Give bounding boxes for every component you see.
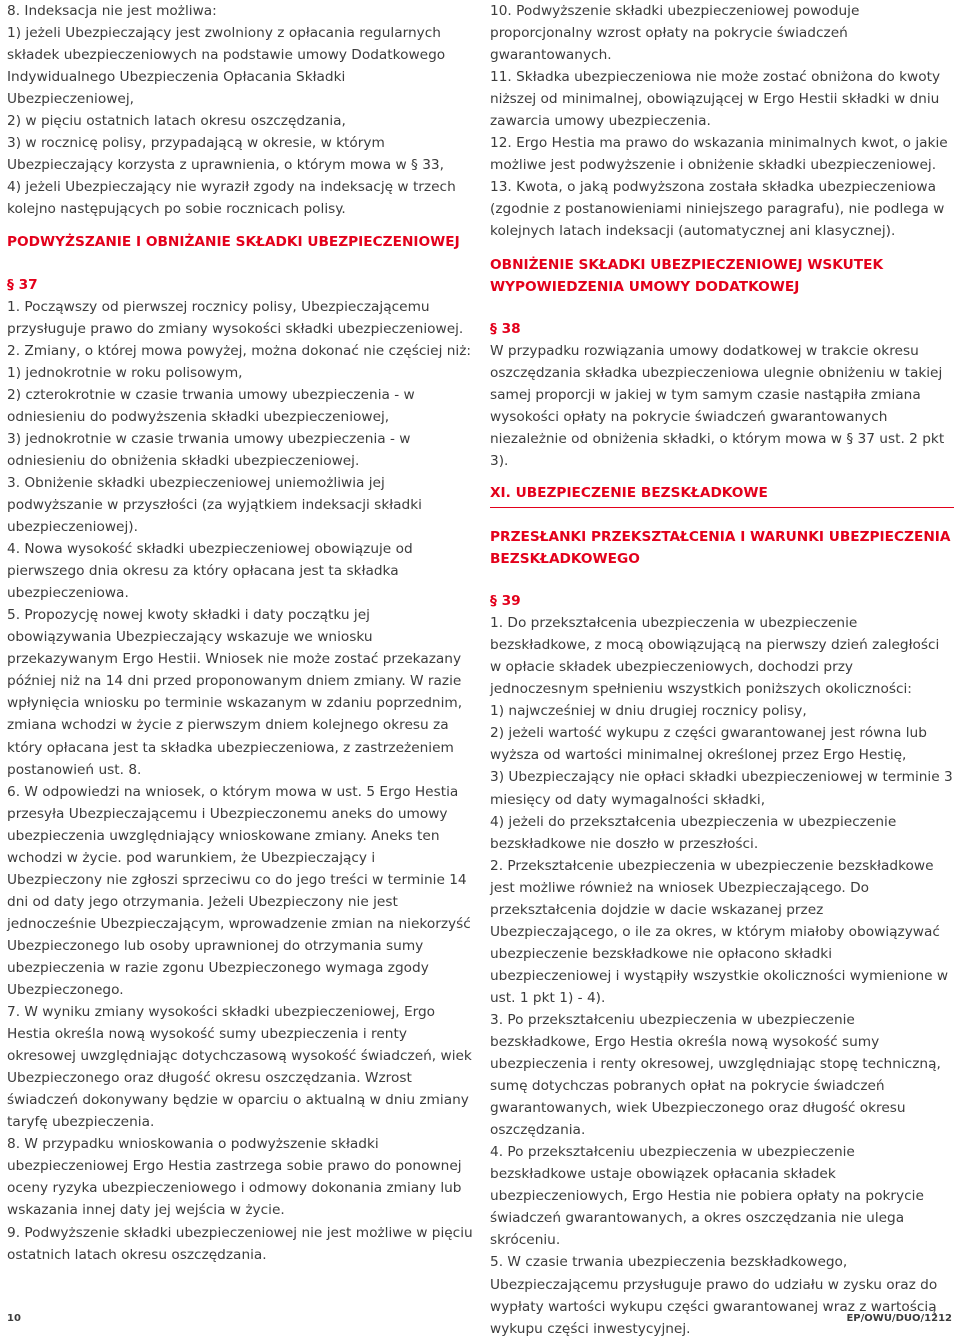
section-39-body: 1. Do przekształcenia ubezpieczenia w ubezpieczenie bezskładkowe, z mocą obowiązującą na pierwszy dzień zaległości w opłacie składek ubezpieczeniowych, dochodzi przy jednoczesnym spełnieniu wszystkich poniższych okoliczności: 1) najwcześniej w dniu drugiej rocznicy polisy, 2) jeżeli wartość wykupu z części gwarantowanej jest równa lub wyższa od wartości minimalnej określonej przez Ergo Hestię, 3) Ubezpieczający nie opłaci składki ubezpieczeniowej w terminie 3 miesięcy od daty wymagalności składki, 4) jeżeli do przekształcenia ubezpieczenia w ubezpieczenie bezskładkowe nie doszło w przeszłości. 2. Przekształcenie ubezpieczenia w ubezpieczenie bezskładkowe jest możliwe również na wniosek Ubezpieczającego. Do przekształcenia dojdzie w dacie wskazanej przez Ubezpieczającego, o ile za okres, w którym miałoby obowiązywać ubezpieczenie bezskładkowe nie opłacono składki ubezpieczeniowej i wystąpiły wszystkie okoliczności wymienione w ust. 1 pkt 1) - 4). 3. Po przekształceniu ubezpieczenia w ubezpieczenie bezskładkowe, Ergo Hestia określa nową wysokość sumy ubezpieczenia i renty okresowej, uwzględniając stopę techniczną, sumę dotychczas pobranych opłat na pokrycie świadczeń gwarantowanych, wiek Ubezpieczonego oraz długość okresu oszczędzania. 4. Po przekształceniu ubezpieczenia w ubezpieczenie bezskładkowe ustaje obowiązek opłacania składek ubezpieczeniowych, Ergo Hestia nie pobiera opłaty na pokrycie świadczeń gwarantowanych, a okres oszczędzania nie ulega skróceniu. 5. W czasie trwania ubezpieczenia bezskładkowego, Ubezpieczającemu przysługuje prawo do udziału w zysku oraz do wypłaty wartości wykupu części gwarantowanej wraz z wartością wykupu części inwestycyjnej. — [490, 615, 953, 1337]
chapter-divider — [490, 507, 954, 508]
section-38-label: § 38 — [490, 320, 521, 337]
section-39-label: § 39 — [490, 593, 521, 610]
left-column — [7, 0, 473, 1266]
document-code: EP/OWU/DUO/1212 — [846, 1313, 952, 1324]
chapter-xi-title: XI. UBEZPIECZENIE BEZSKŁADKOWE — [490, 484, 768, 501]
page-number: 10 — [7, 1313, 21, 1324]
section-38-body: W przypadku rozwiązania umowy dodatkowej w trakcie okresu oszczędzania składka ubezpieczeniowa ulegnie obniżeniu w takiej samej proporcji w jakiej w tym samym czasie nastąpiła zmiana wysokości opłaty na pokrycie świadczeń gwarantowanych niezależnie od obniżenia składki, o którym mowa w § 37 ust. 2 pkt 3). — [490, 342, 945, 469]
paragraph-points-10-13: 10. Podwyższenie składki ubezpieczeniowej powoduje proporcjonalny wzrost opłaty na pokrycie świadczeń gwarantowanych. 11. Składka ubezpieczeniowa nie może zostać obniżona do kwoty niższej od minimalnej, obowiązującej w Ergo Hestii składki w dniu zawarcia umowy ubezpieczenia. 12. Ergo Hestia ma prawo do wskazania minimalnych kwot, o jakie możliwe jest podwyższenie i obniżenie składki ubezpieczeniowej. 13. Kwota, o jaką podwyższona została składka ubezpieczeniowa (zgodnie z postanowieniami niniejszego paragrafu), nie podlega w kolejnych latach indeksacji (automatycznej ani klasycznej). — [490, 3, 948, 240]
section-37-label: § 37 — [7, 276, 38, 293]
heading-premium-reduction: OBNIŻENIE SKŁADKI UBEZPIECZENIOWEJ WSKUTEK WYPOWIEDZENIA UMOWY DODATKOWEJ — [490, 256, 884, 295]
section-37-body: 1. Począwszy od pierwszej rocznicy polisy, Ubezpieczającemu przysługuje prawo do zmiany wysokości składki ubezpieczeniowej. 2. Zmiany, o której mowa powyżej, można dokonać nie częściej niż: 1) jednokrotnie w roku polisowym, 2) czterokrotnie w czasie trwania umowy ubezpieczenia - w odniesieniu do podwyższenia składki ubezpieczeniowej, 3) jednokrotnie w czasie trwania umowy ubezpieczenia - w odniesieniu do obniżenia składki ubezpieczeniowej. 3. Obniżenie składki ubezpieczeniowej uniemożliwia jej podwyższanie w przyszłości (za wyjątkiem indeksacji składki ubezpieczeniowej). 4. Nowa wysokość składki ubezpieczeniowej obowiązuje od pierwszego dnia okresu za który opłacana jest ta składka ubezpieczeniowa. 5. Propozycję nowej kwoty składki i daty początku jej obowiązywania Ubezpieczający wskazuje we wniosku przekazywanym Ergo Hestii. Wniosek nie może zostać przekazany później niż na 14 dni przed proponowanym dniem zmiany. W razie wpłynięcia wniosku po terminie wskazanym w zdaniu poprzednim, zmiana wchodzi w życie z pierwszym dniem kolejnego okresu za który opłacana jest ta składka ubezpieczeniowa, z zastrzeżeniem postanowień ust. 8. 6. W odpowiedzi na wniosek, o którym mowa w ust. 5 Ergo Hestia przesyła Ubezpieczającemu i Ubezpieczonemu aneks do umowy ubezpieczenia uwzględniający wnioskowane zmiany. Aneks ten wchodzi w życie. pod warunkiem, że Ubezpieczający i Ubezpieczony nie zgłoszi sprzeciwu co do jego treści w terminie 14 dni od daty jego otrzymania. Jeżeli Ubezpieczony nie jest jednocześnie Ubezpieczającym, wprowadzenie zmian na niekorzyść Ubezpieczonego lub osoby uprawnionej do otrzymania sumy ubezpieczenia w razie zgonu Ubezpieczonego wymaga zgody Ubezpieczonego. 7. W wyniku zmiany wysokości składki ubezpieczeniowej, Ergo Hestia określa nową wysokość sumy ubezpieczenia i renty okresowej uwzględniając dotychczasową wysokość świadczeń, wiek Ubezpieczonego oraz długość okresu oszczędzania. Wzrost świadczeń dokonywany będzie w oparciu o aktualną w dniu zmiany taryfę ubezpieczenia. 8. W przypadku wnioskowania o podwyższenie składki ubezpieczeniowej Ergo Hestia zastrzega sobie prawo do ponownej oceny ryzyka ubezpieczeniowego i odmowy dokonania zmiany lub wskazania innej daty jej wejścia w życie. 9. Podwyższenie składki ubezpieczeniowej nie jest możliwe w pięciu ostatnich latach okresu oszczędzania. — [7, 298, 473, 1263]
heading-premium-change: PODWYŻSZANIE I OBNIŻANIE SKŁADKI UBEZPIECZENIOWEJ — [7, 234, 460, 251]
right-column — [490, 0, 954, 1340]
heading-conditions: PRZESŁANKI PRZEKSZTAŁCENIA I WARUNKI UBEZPIECZENIA BEZSKŁADKOWEGO — [490, 528, 951, 568]
paragraph-indexation: 8. Indeksacja nie jest możliwa: 1) jeżeli Ubezpieczający jest zwolniony z opłacania regularnych składek ubezpieczeniowych na podstawie umowy Dodatkowego Indywidualnego Ubezpieczenia Opłacania Składki Ubezpieczeniowej, 2) w pięciu ostatnich latach okresu oszczędzania, 3) w rocznicę polisy, przypadającą w okresie, w którym Ubezpieczający korzysta z uprawnienia, o którym mowa w § 33, 4) jeżeli Ubezpieczający nie wyraził zgody na indeksację w trzech kolejno następujących po sobie rocznicach polisy. — [7, 3, 456, 218]
